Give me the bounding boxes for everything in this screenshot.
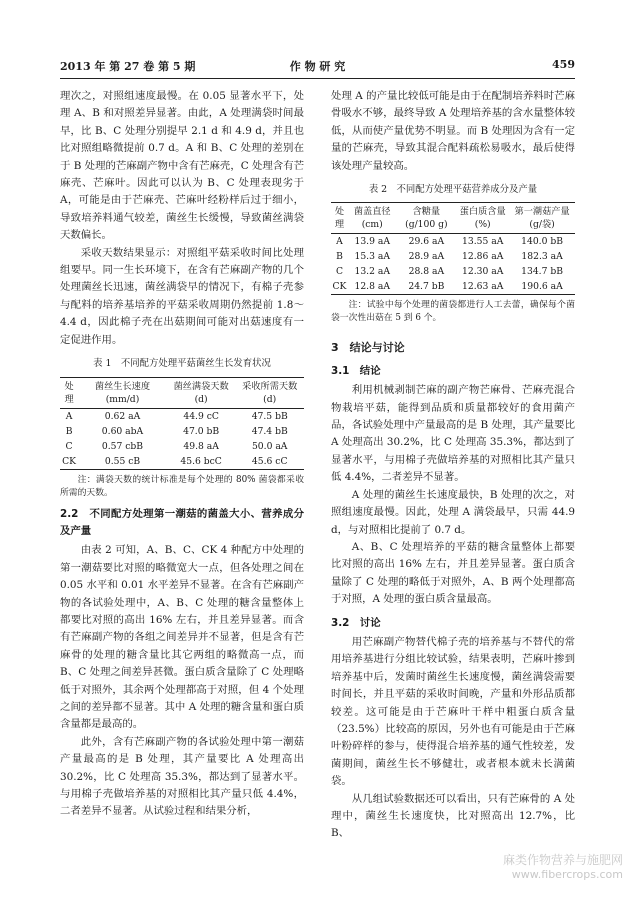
table-cell: 13.2 aA <box>354 266 390 278</box>
paragraph: 采收天数结果显示：对照组平菇采收时间比处理组要早。同一生长环境下，在含有芒麻副产物的几个处理菌丝长迅速，菌丝满袋早的情况下，有棉子壳参与配料的培养基培养的平菇采收周期仍然提前 1.8～4.4 d，因此棉子壳在出菇期间可能对出菇速度有一定促进作用。 <box>60 246 304 346</box>
table-cell: 190.6 aA <box>509 279 575 295</box>
table-row <box>60 408 304 424</box>
table-cell: 45.6 cC <box>235 454 304 470</box>
watermark-url: www.fibercrops.com <box>511 868 623 881</box>
issue-info: 2013 年 第 27 卷 第 5 期 <box>60 60 196 73</box>
watermark-title: 麻类作物营养与施肥网 <box>502 853 623 867</box>
table-cell: 15.3 aA <box>354 251 390 263</box>
table-cell: A <box>65 410 73 422</box>
paragraph: 此外，含有芒麻副产物的各试验处理中第一潮菇产量最高的是 B 处理，其产量要比 A 处理高出 30.2%，比 C 处理高 35.3%，都达到了显著水平。与用棉子壳做培养基的对照相比其产量只低 4.4%，二者差异不显著。从试验过程和结果分析， <box>60 735 304 818</box>
table-row <box>60 424 304 439</box>
paragraph: 利用机械剥制芒麻的副产物芒麻骨、芒麻壳混合物栽培平菇，能得到品质和质量都较好的食用菌产品，各试验处理中产量最高的是 B 处理，其产量要比 A 处理高出 30.2%，比 C 处理高 35.3%，都达到了显著水平，与用棉子壳做培养基的对照相比其产量只低 4.4%，二者差异不显著。 <box>331 384 575 484</box>
paragraph: 用芒麻副产物替代棉子壳的培养基与不替代的常用培养基进行分组比较试验，结果表明，芒麻叶掺到培养基中后，发菌时菌丝生长速度慢，菌丝满袋需要时间长，并且平菇的采收时间晚，产量和外形品质都较差。这可能是由于芒麻叶干样中粗蛋白质含量（23.5%）比较高的原因，另外也有可能是由于芒麻叶粉碎样的参与，使得混合培养基的通气性较差，发菌期间，菌丝生长不够健壮，或者根本就未长满菌袋。 <box>331 635 575 788</box>
table-header-cell: 菌丝生长速度 (mm/d) <box>78 377 167 408</box>
table-header-cell: 含糖量 (g/100 g) <box>396 203 456 234</box>
table-row <box>60 439 304 454</box>
table1-note: 注：满袋天数的统计标准是每个处理的 80% 菌袋都采收所需的天数。 <box>60 474 304 498</box>
table-cell: 47.0 bB <box>183 425 220 437</box>
journal-title: 作 物 研 究 <box>289 60 346 73</box>
table-cell: 29.6 aA <box>408 236 445 248</box>
section-heading: 2.2 不同配方处理第一潮菇的菌盖大小、营养成分及产量 <box>60 507 304 537</box>
paragraph: A 处理的菌丝生长速度最快，B 处理的次之，对照组速度最慢。因此，处理 A 满袋最早，只需 44.9 d，与对照相比提前了 0.7 d。 <box>331 488 575 536</box>
table-header-cell: 处理 <box>60 377 78 408</box>
table-cell: 50.0 aA <box>251 440 288 452</box>
table-cell: 28.9 aA <box>408 251 445 263</box>
table-header-row <box>331 203 575 234</box>
table-cell: 24.7 bB <box>396 279 456 295</box>
table-cell: 0.55 cB <box>78 454 167 470</box>
table-cell: B <box>65 425 73 437</box>
table-cell: 0.57 cbB <box>101 440 144 452</box>
right-column <box>331 88 575 843</box>
section-heading: 3 结论与讨论 <box>331 341 405 355</box>
table-row <box>60 454 304 470</box>
table-cell: 182.3 aA <box>521 251 563 263</box>
table2-caption: 表 2 不同配方处理平菇营养成分及产量 <box>368 184 538 196</box>
table1 <box>60 377 304 470</box>
table-header-cell: 菌丝满袋天数 (d) <box>167 377 236 408</box>
subsection-heading: 3.2 讨论 <box>331 616 381 629</box>
site-watermark <box>503 851 623 881</box>
table2 <box>331 202 575 295</box>
table-cell: CK <box>60 454 78 470</box>
table-row <box>331 279 575 295</box>
table-cell: CK <box>331 279 348 295</box>
table-row <box>331 264 575 279</box>
table-cell: 47.4 bB <box>251 425 288 437</box>
table-cell: 12.63 aA <box>456 279 509 295</box>
table-cell: 134.7 bB <box>521 266 563 278</box>
table2-note: 注：试验中每个处理的菌袋都进行人工去蕾，确保每个菌袋一次性出菇在 5 到 6 个。 <box>331 300 575 324</box>
table-row <box>331 234 575 250</box>
table-cell: C <box>335 266 343 278</box>
table-header-cell: 采收所需天数 (d) <box>235 377 304 408</box>
table-cell: C <box>65 440 73 452</box>
table-cell: 13.9 aA <box>354 236 390 248</box>
table-cell: 12.8 aA <box>348 279 396 295</box>
page-header <box>60 58 575 78</box>
table-cell: 45.6 bcC <box>167 454 236 470</box>
table-header-cell: 菌盖直径 (cm) <box>348 203 396 234</box>
table-header-cell: 蛋白质含量 (%) <box>456 203 509 234</box>
paragraph: 理次之，对照组速度最慢。在 0.05 显著水平下，处理 A、B 和对照差异显著。由此，A 处理满袋时间最早，比 B、C 处理分别提早 2.1 d 和 4.9 d，并且也比对照组略微提前 0.7 d。A 和 B、C 处理的差别在于 B 处理的芒麻副产物中含有芒麻壳，C 处理含有芒麻壳、芒麻叶。因此可以认为 B、C 处理表现劣于 A，可能是由于芒麻壳、芒麻叶经粉样后过于细小，导致培养料通气较差，菌丝生长缓慢，导致菌丝满袋天数偏长。 <box>60 90 304 242</box>
paragraph: A、B、C 处理培养的平菇的糖含量整体上都要比对照的高出 16% 左右，并且差异显著。蛋白质含量除了 C 处理的略低于对照外，A、B 两个处理都高于对照，A 处理的蛋白质含量最高。 <box>331 540 575 606</box>
paragraph: 处理 A 的产量比较低可能是由于在配制培养料时芒麻骨吸水不够，最终导致 A 处理培养基的含水量整体较低，从而使产量优势不明显。而 B 处理因为含有一定量的芒麻壳，导致其混合配料疏松易吸水，最后使得该处理产量较高。 <box>331 90 575 172</box>
table-header-cell: 第一潮菇产量 (g/袋) <box>509 203 575 234</box>
table1-caption: 表 1 不同配方处理平菇菌丝生长发育状况 <box>93 358 271 370</box>
table-cell: 0.62 aA <box>104 410 141 422</box>
subsection-heading: 3.1 结论 <box>331 364 381 377</box>
table-cell: A <box>336 236 343 248</box>
table-cell: B <box>336 251 343 263</box>
table-row <box>331 249 575 264</box>
paragraph: 从几组试验数据还可以看出，只有芒麻骨的 A 处理中，菌丝生长速度快，比对照高出 12.7%，比 B、 <box>331 792 575 840</box>
table-header-row <box>60 377 304 408</box>
table-cell: 49.8 aA <box>183 440 219 452</box>
table-cell: 12.86 aA <box>462 251 504 263</box>
table-cell: 140.0 bB <box>521 236 563 248</box>
left-column <box>60 88 304 821</box>
table-cell: 47.5 bB <box>251 410 288 422</box>
table-cell: 0.60 abA <box>101 425 144 437</box>
header-rule <box>60 78 575 79</box>
table-header-cell: 处理 <box>331 203 348 234</box>
page-number: 459 <box>552 58 575 71</box>
table-cell: 44.9 cC <box>183 410 219 422</box>
table-cell: 28.8 aA <box>408 266 445 278</box>
table-cell: 13.55 aA <box>462 236 504 248</box>
table-cell: 12.30 aA <box>462 266 504 278</box>
paragraph: 由表 2 可知，A、B、C、CK 4 种配方中处理的第一潮菇要比对照的略微宽大一点，但各处理之间在 0.05 水平和 0.01 水平差异不显著。在含有芒麻副产物的各试验处理中，A、B、C 处理的糖含量整体上都要比对照的高出 16% 左右，并且差异显著。而含有芒麻副产物的各组之间差异并不显著，但是含有芒麻骨的处理的糖含量比其它两组的略微高一点，而 B、C 处理之间差异甚微。蛋白质含量除了 C 处理略低于对照外，其余两个处理都高于对照，但 4 个处理之间的差异都不显著。其中 A 处理的糖含量和蛋白质含量都是最高的。 <box>60 544 304 731</box>
